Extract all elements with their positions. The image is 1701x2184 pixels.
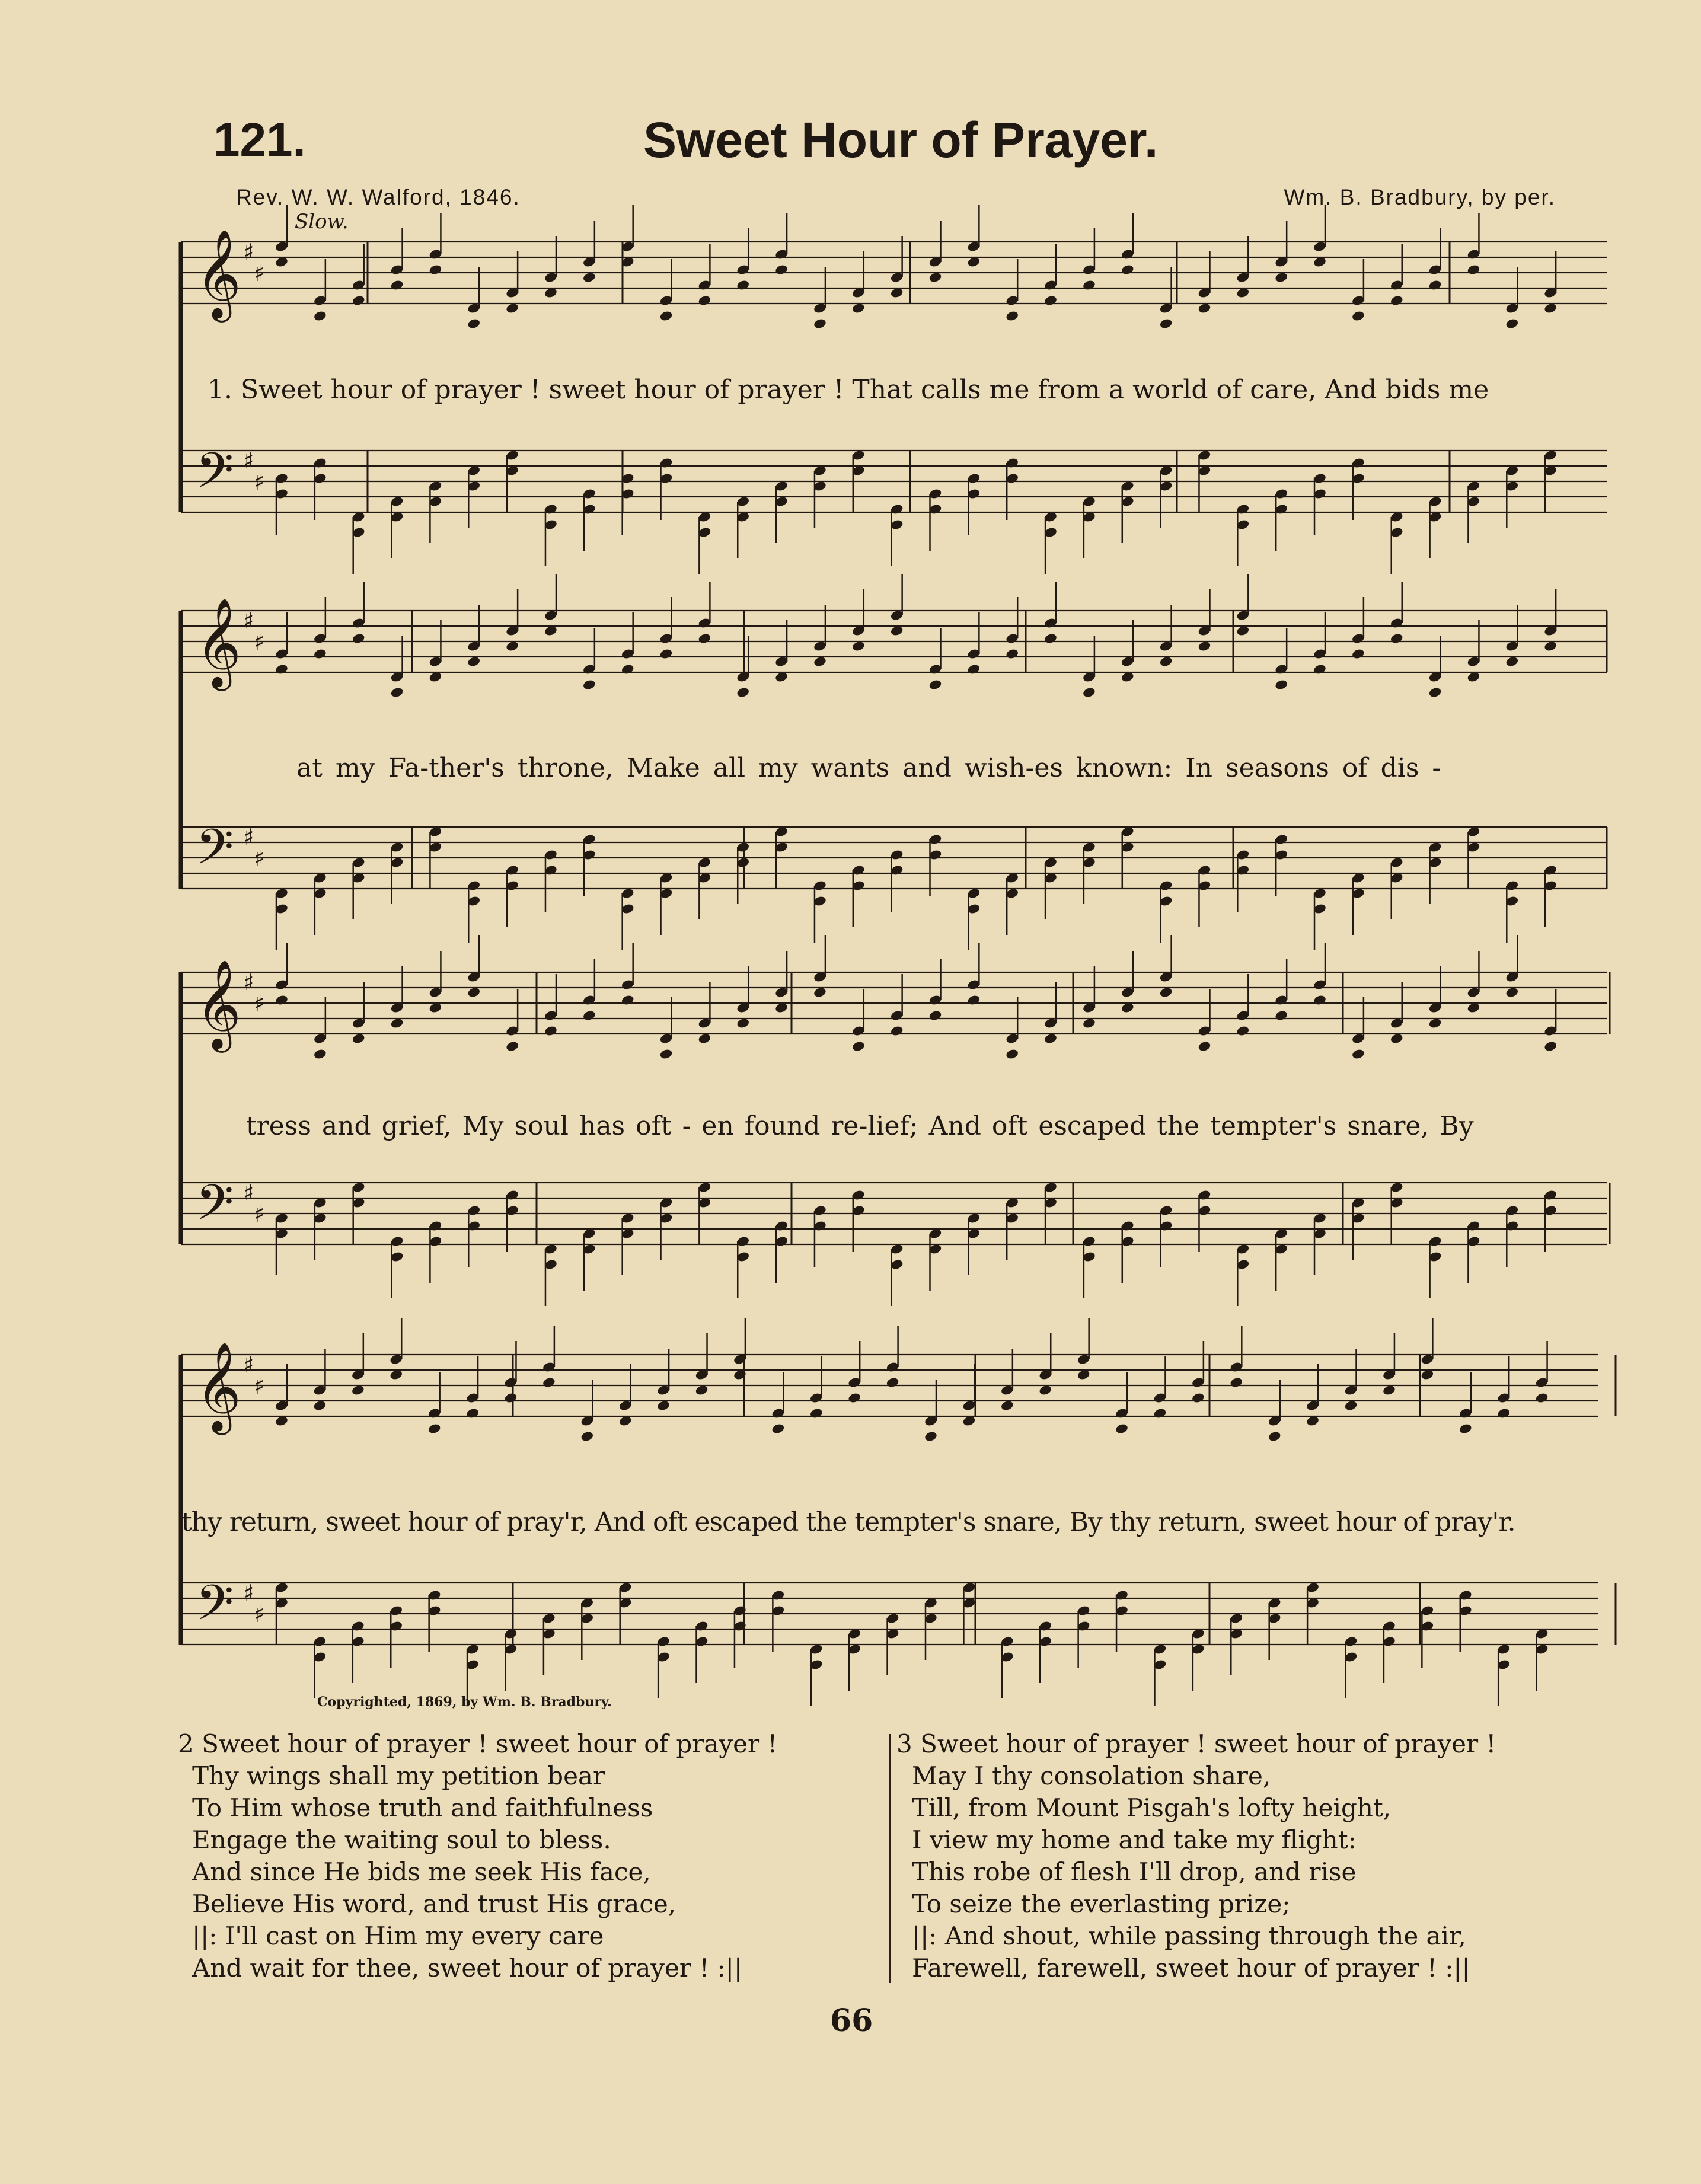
note-head [1268, 1431, 1282, 1442]
treble-clef-icon: 𝄞 [196, 1341, 241, 1431]
sharp-icon: ♯ [243, 1180, 254, 1206]
note-head [1115, 1423, 1129, 1435]
note-head [1496, 1407, 1511, 1419]
bass-clef-icon: 𝄢 [196, 1174, 234, 1243]
note-head [1535, 1392, 1549, 1404]
sharp-icon: ♯ [243, 969, 254, 995]
treble-clef-icon: 𝄞 [196, 228, 241, 318]
note-head [1153, 1407, 1167, 1419]
sharp-icon: ♯ [254, 629, 265, 655]
verse-line: 2 Sweet hour of prayer ! sweet hour of prayer ! [178, 1729, 778, 1758]
verse-line: Engage the waiting soul to bless. [192, 1825, 611, 1854]
note-head [465, 1407, 480, 1419]
sharp-icon: ♯ [243, 239, 254, 265]
bass-clef-icon: 𝄢 [196, 818, 234, 887]
verse-line: And wait for thee, sweet hour of prayer ! :|| [192, 1953, 742, 1982]
hymn-title: Sweet Hour of Prayer. [643, 112, 1159, 168]
sharp-icon: ♯ [254, 1201, 265, 1227]
sharp-icon: ♯ [243, 824, 254, 850]
note-head [1459, 1423, 1473, 1435]
note-head [886, 1377, 900, 1388]
sharp-icon: ♯ [254, 469, 265, 495]
verse-line: This robe of flesh I'll drop, and rise [912, 1857, 1357, 1886]
note-head [847, 1392, 861, 1404]
copyright-notice: Copyrighted, 1869, by Wm. B. Bradbury. [317, 1694, 612, 1710]
verse-line: May I thy consolation share, [912, 1761, 1271, 1790]
note-head [427, 1423, 442, 1435]
author-credit: Rev. W. W. Walford, 1846. [236, 185, 521, 209]
sharp-icon: ♯ [243, 448, 254, 474]
verse-line: Till, from Mount Pisgah's lofty height, [912, 1793, 1392, 1822]
note-head [504, 1392, 518, 1404]
verse-line: ||: I'll cast on Him my every care [192, 1921, 604, 1950]
bass-clef-icon: 𝄢 [196, 1574, 234, 1643]
verse-2 [178, 1728, 777, 1984]
bass-clef-icon: 𝄢 [196, 442, 234, 511]
sharp-icon: ♯ [254, 1373, 265, 1399]
verse-line: Thy wings shall my petition bear [192, 1761, 605, 1790]
verse-line: To Him whose truth and faithfulness [192, 1793, 653, 1822]
note-head [771, 1423, 786, 1435]
sharp-icon: ♯ [254, 991, 265, 1017]
sharp-icon: ♯ [243, 608, 254, 634]
note-head [1191, 1392, 1205, 1404]
verse-line: To seize the everlasting prize; [912, 1889, 1291, 1918]
sharp-icon: ♯ [254, 845, 265, 871]
lyric-line-4: thy return, sweet hour of pray'r, And oft escaped the tempter's snare, By thy return, sweet hour of pray'r. [181, 1507, 1515, 1537]
note-head [809, 1407, 824, 1419]
verse-line: 3 Sweet hour of prayer ! sweet hour of prayer ! [896, 1729, 1496, 1758]
sharp-icon: ♯ [254, 1601, 265, 1627]
page-number: 66 [830, 2003, 873, 2039]
verse-line: And since He bids me seek His face, [192, 1857, 651, 1886]
verse-line: Believe His word, and trust His grace, [192, 1889, 676, 1918]
treble-clef-icon: 𝄞 [196, 597, 241, 687]
note-head [1230, 1377, 1244, 1388]
sharp-icon: ♯ [243, 1352, 254, 1378]
lyric-line-2: at my Fa-ther's throne, Make all my wants and wish-es known: In seasons of dis - [296, 753, 1441, 783]
verse-line: ||: And shout, while passing through the air, [912, 1921, 1466, 1950]
treble-clef-icon: 𝄞 [196, 959, 241, 1049]
note-head [924, 1431, 938, 1442]
note-head [580, 1431, 595, 1442]
verse-line: I view my home and take my flight: [912, 1825, 1357, 1854]
verse-divider [889, 1734, 891, 1983]
verse-line: Farewell, farewell, sweet hour of prayer ! :|| [912, 1953, 1470, 1982]
verse-3 [896, 1728, 1496, 1984]
hymn-number: 121. [213, 113, 306, 166]
lyric-line-1: 1. Sweet hour of prayer ! sweet hour of prayer ! That calls me from a world of care, And bids me [208, 375, 1489, 405]
note-head [542, 1377, 556, 1388]
sharp-icon: ♯ [243, 1580, 254, 1606]
sharp-icon: ♯ [254, 260, 265, 286]
tempo-marking: Slow. [295, 210, 349, 234]
lyric-line-3: tress and grief, My soul has oft - en found re-lief; And oft escaped the tempter's snare, By [246, 1111, 1474, 1141]
composer-credit: Wm. B. Bradbury, by per. [1284, 185, 1556, 209]
